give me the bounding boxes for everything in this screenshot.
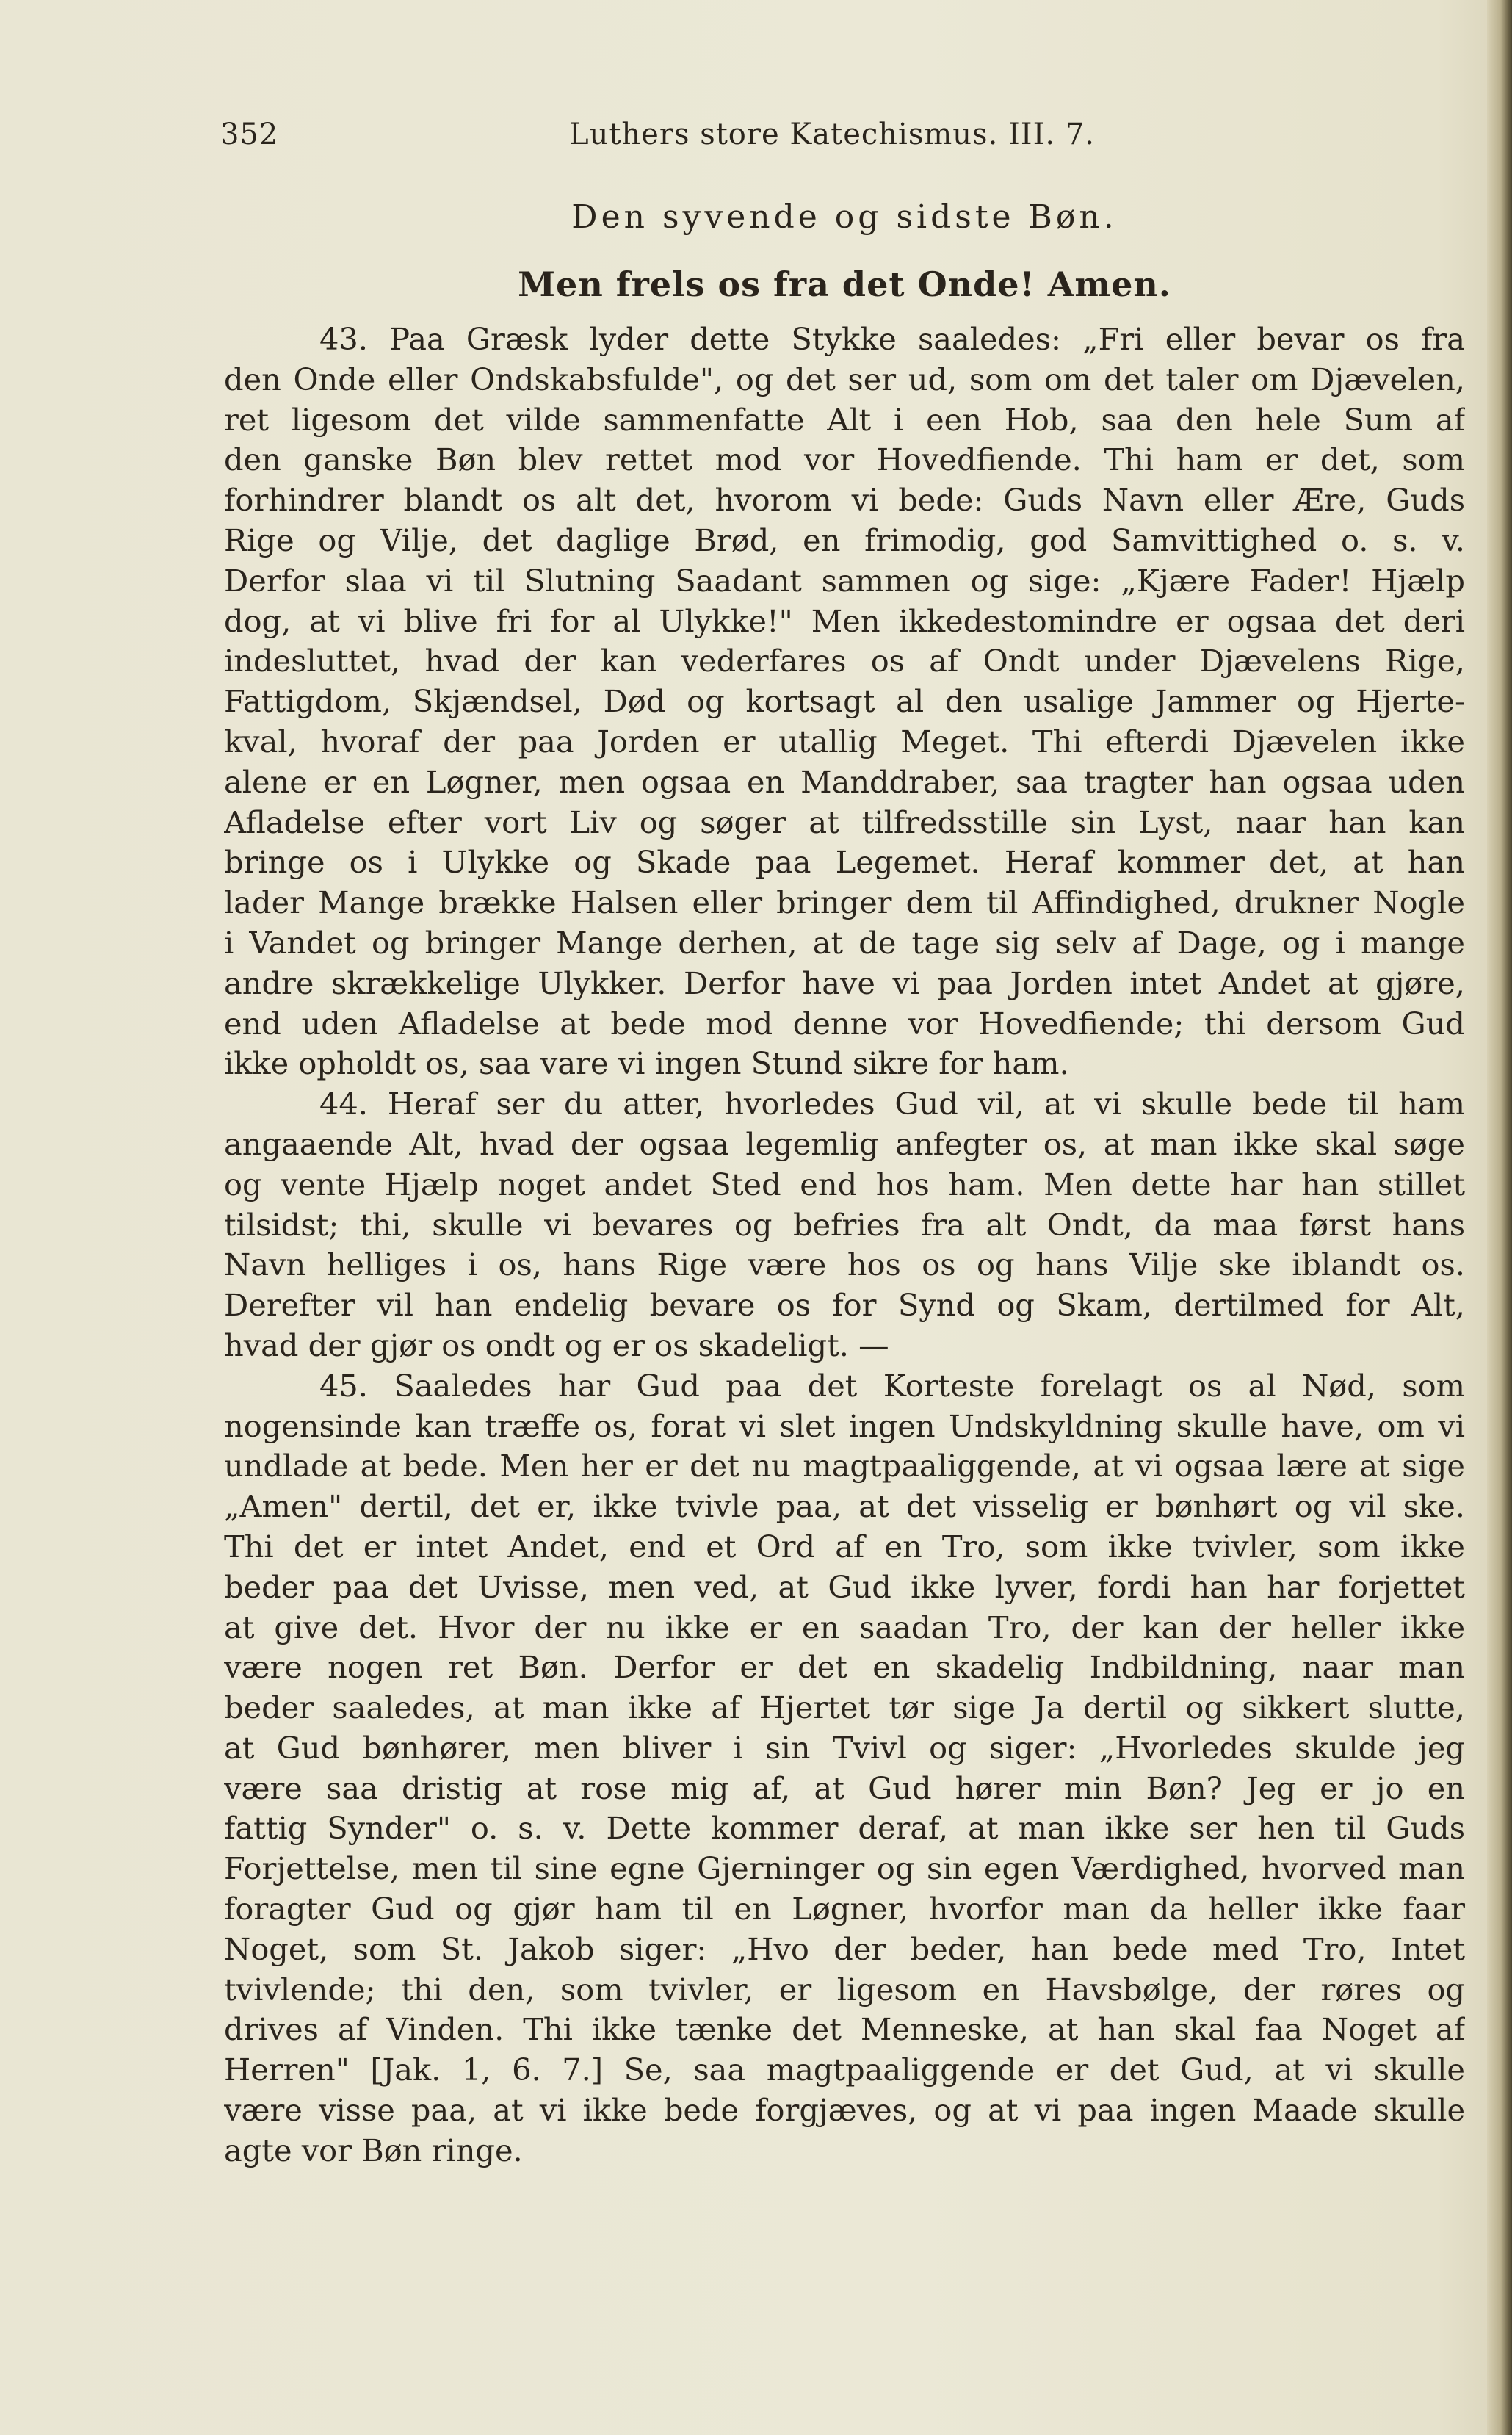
text-line: „Amen" dertil, det er, ikke tvivle paa, at det visselig er bønhørt og vil ske.	[224, 1488, 1465, 1525]
text-line: agte vor Bøn ringe.	[224, 2132, 523, 2168]
petition-heading: Men frels os fra det Onde! Amen.	[518, 264, 1171, 304]
text-line: foragter Gud og gjør ham til en Løgner, hvorfor man da heller ikke faar	[224, 1891, 1465, 1927]
text-line: Forjettelse, men til sine egne Gjerninger og sin egen Værdighed, hvorved man	[224, 1850, 1465, 1887]
text-line: bringe os i Ulykke og Skade paa Legemet. Heraf kommer det, at han	[224, 844, 1465, 881]
text-line: forhindrer blandt os alt det, hvorom vi bede: Guds Navn eller Ære, Guds	[224, 482, 1465, 519]
text-line: den ganske Bøn blev rettet mod vor Hovedfiende. Thi ham er det, som	[224, 441, 1465, 478]
text-line: 43. Paa Græsk lyder dette Stykke saaledes: „Fri eller bevar os fra	[319, 321, 1465, 357]
text-line: lader Mange brække Halsen eller bringer dem til Affindighed, drukner Nogle	[224, 884, 1465, 921]
page-edge	[1487, 0, 1512, 2435]
section-heading: Den syvende og sidste Bøn.	[571, 198, 1118, 236]
text-line: tvivlende; thi den, som tvivler, er ligesom en Havsbølge, der røres og	[224, 1971, 1465, 2007]
text-line: end uden Afladelse at bede mod denne vor Hovedfiende; thi dersom Gud	[224, 1005, 1465, 1042]
text-line: 45. Saaledes har Gud paa det Korteste forelagt os al Nød, som	[319, 1367, 1465, 1404]
text-line: og vente Hjælp noget andet Sted end hos ham. Men dette har han stillet	[224, 1166, 1465, 1202]
text-line: at give det. Hvor der nu ikke er en saadan Tro, der kan der heller ikke	[224, 1609, 1465, 1645]
text-line: hvad der gjør os ondt og er os skadeligt. —	[224, 1327, 889, 1363]
text-line: tilsidst; thi, skulle vi bevares og befries fra alt Ondt, da maa først hans	[224, 1206, 1465, 1243]
text-line: fattig Synder" o. s. v. Dette kommer deraf, at man ikke ser hen til Guds	[224, 1810, 1465, 1847]
text-line: alene er en Løgner, men ogsaa en Manddraber, saa tragter han ogsaa uden	[224, 763, 1465, 800]
text-line: i Vandet og bringer Mange derhen, at de tage sig selv af Dage, og i mange	[224, 924, 1465, 961]
text-line: drives af Vinden. Thi ikke tænke det Menneske, at han skal faa Noget af	[224, 2011, 1465, 2048]
text-line: dog, at vi blive fri for al Ulykke!" Men ikkedestomindre er ogsaa det deri	[224, 602, 1465, 639]
text-line: Navn helliges i os, hans Rige være hos os og hans Vilje ske iblandt os.	[224, 1247, 1465, 1283]
text-line: beder saaledes, at man ikke af Hjertet tør sige Ja dertil og sikkert slutte,	[224, 1689, 1465, 1726]
text-line: være saa dristig at rose mig af, at Gud hører min Bøn? Jeg er jo en	[224, 1770, 1465, 1806]
text-line: indesluttet, hvad der kan vederfares os af Ondt under Djævelens Rige,	[224, 643, 1465, 679]
text-line: Noget, som St. Jakob siger: „Hvo der beder, han bede med Tro, Intet	[224, 1930, 1465, 1967]
text-line: den Onde eller Ondskabsfulde", og det ser ud, som om det taler om Djævelen,	[224, 361, 1465, 397]
text-line: at Gud bønhører, men bliver i sin Tvivl og siger: „Hvorledes skulde jeg	[224, 1729, 1465, 1766]
text-line: Fattigdom, Skjændsel, Død og kortsagt al den usalige Jammer og Hjerte-	[224, 683, 1465, 720]
running-title: Luthers store Katechismus. III. 7.	[569, 118, 1095, 151]
text-line: ret ligesom det vilde sammenfatte Alt i een Hob, saa den hele Sum af	[224, 401, 1465, 438]
text-line: angaaende Alt, hvad der ogsaa legemlig anfegter os, at man ikke skal søge	[224, 1125, 1465, 1162]
body-text	[224, 320, 1465, 2171]
text-line: ikke opholdt os, saa vare vi ingen Stund sikre for ham.	[224, 1045, 1069, 1082]
text-line: være nogen ret Bøn. Derfor er det en skadelig Indbildning, naar man	[224, 1649, 1465, 1686]
text-line: kval, hvoraf der paa Jorden er utallig Meget. Thi efterdi Djævelen ikke	[224, 723, 1465, 760]
text-line: være visse paa, at vi ikke bede forgjæves, og at vi paa ingen Maade skulle	[224, 2092, 1465, 2129]
text-line: 44. Heraf ser du atter, hvorledes Gud vil, at vi skulle bede til ham	[319, 1086, 1465, 1122]
text-line: nogensinde kan træffe os, forat vi slet ingen Undskyldning skulle have, om vi	[224, 1407, 1465, 1444]
page-header	[220, 118, 1469, 162]
text-line: Derfor slaa vi til Slutning Saadant sammen og sige: „Kjære Fader! Hjælp	[224, 562, 1465, 599]
text-line: Rige og Vilje, det daglige Brød, en frimodig, god Samvittighed o. s. v.	[224, 522, 1465, 558]
text-line: undlade at bede. Men her er det nu magtpaaliggende, at vi ogsaa lære at sige	[224, 1448, 1465, 1485]
text-line: beder paa det Uvisse, men ved, at Gud ikke lyver, fordi han har forjettet	[224, 1568, 1465, 1605]
text-line: Herren" [Jak. 1, 6. 7.] Se, saa magtpaaliggende er det Gud, at vi skulle	[224, 2052, 1465, 2088]
text-line: Derefter vil han endelig bevare os for Synd og Skam, dertilmed for Alt,	[224, 1287, 1465, 1324]
text-line: andre skrækkelige Ulykker. Derfor have vi paa Jorden intet Andet at gjøre,	[224, 964, 1465, 1001]
text-line: Thi det er intet Andet, end et Ord af en Tro, som ikke tvivler, som ikke	[224, 1528, 1465, 1565]
page-number: 352	[220, 118, 279, 151]
text-line: Afladelse efter vort Liv og søger at tilfredsstille sin Lyst, naar han kan	[224, 804, 1465, 840]
